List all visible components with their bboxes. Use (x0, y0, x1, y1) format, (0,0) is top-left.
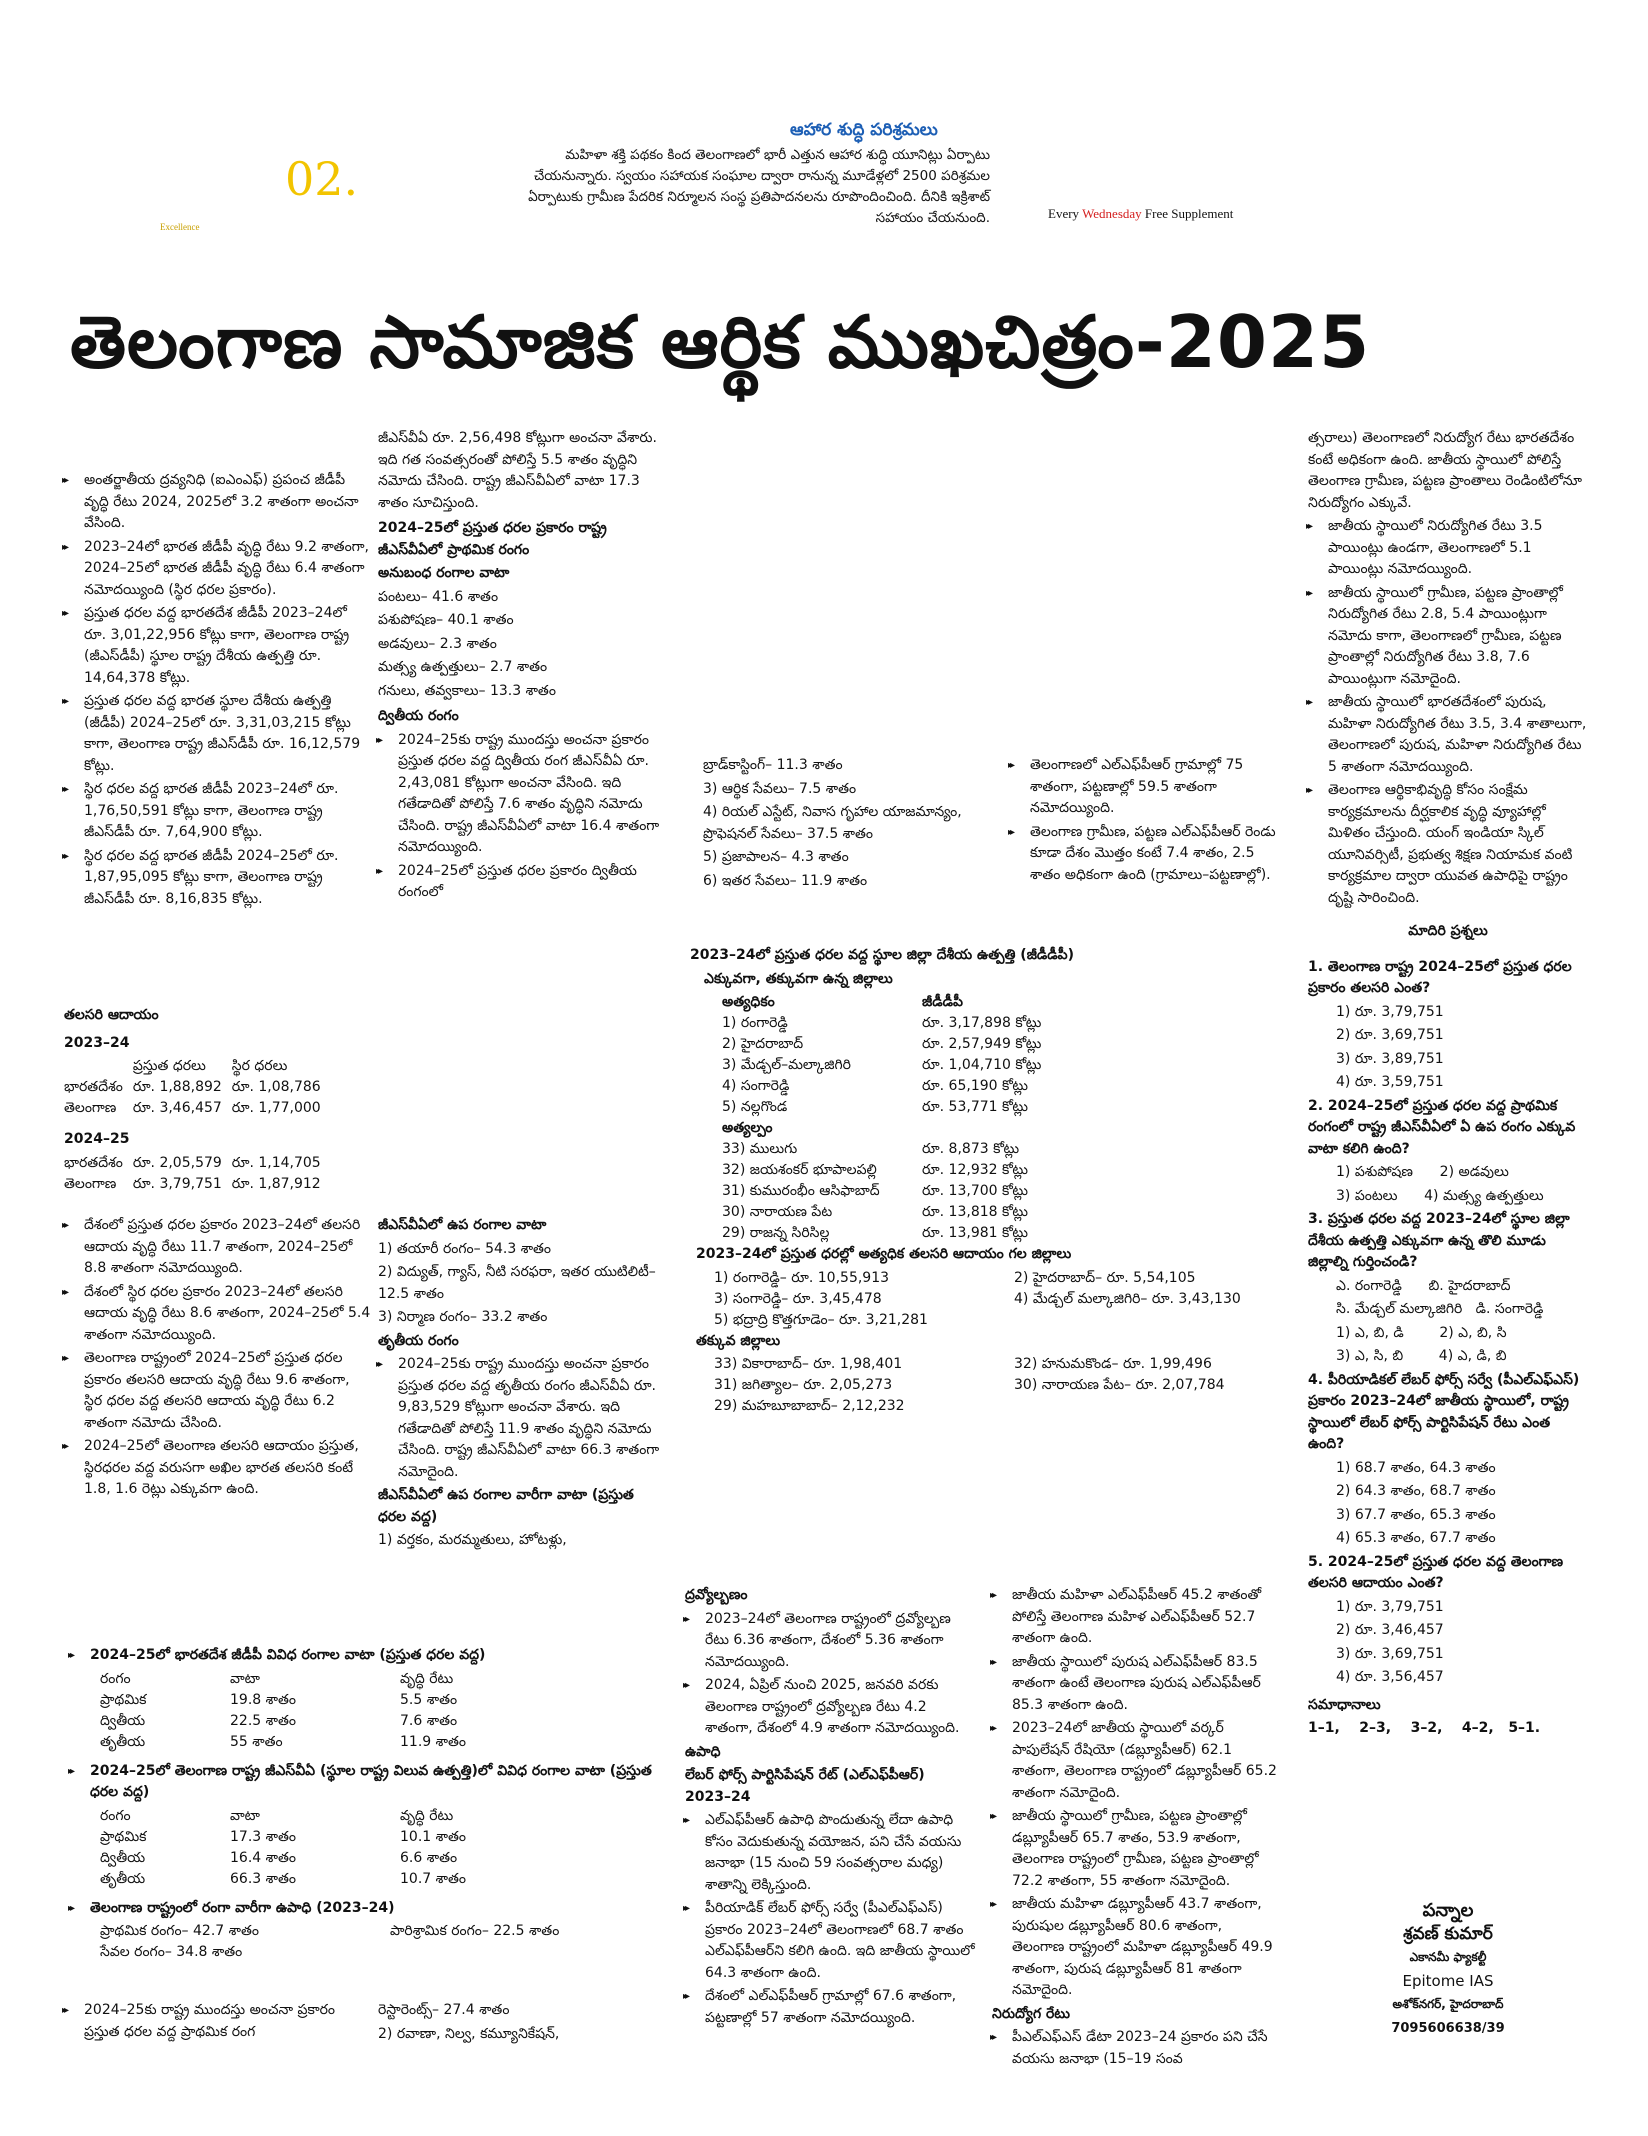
list-item: ▸▸ అంతర్జాతీయ ద్రవ్యనిధి (ఐఎంఎఫ్) ప్రపంచ జీడీపీ వృద్ధి రేటు 2024, 2025లో 3.2 శాతంగా అంచనా వేసింది. (64, 470, 372, 535)
page-number: 02. (285, 152, 359, 206)
district-gddp-table: అత్యధికం జీడీడీపీ 1) రంగారెడ్డి రూ. 3,17,898 కోట్లు 2) హైదరాబాద్ రూ. 2,57,949 కోట్లు 3) మేడ్చల్–మల్కాజిగిరి రూ. 1,04,710 కోట్లు 4) సంగారెడ్డి రూ. 65,190 కోట్లు 5) నల్లగొండ రూ. 53,771 కోట్లు అత్యల్పం 33) ములుగు రూ. 8,873 కోట్లు 32) జయశంకర్ భూపాలపల్లి రూ. 12,932 కోట్లు 31) కుమురంభీం ఆసిఫాబాద్ రూ. 13,700 కోట్లు 30) నారాయణ పేట రూ. 13,818 కోట్లు 29) రాజన్న సిరిసిల్ల రూ. 13,981 కోట్లు (722, 992, 1051, 1244)
headline: తెలంగాణ సామాజిక ఆర్థిక ముఖచిత్రం-2025 (70, 300, 1371, 384)
district-pc-low-title: తక్కువ జిల్లాలు (696, 1332, 781, 1349)
column-4 (1010, 755, 1280, 888)
list-item: ▸▸ పీఎల్‌ఎఫ్‌ఎస్ డేటా 2023–24 ప్రకారం పని చేసే వయసు జనాభా (15–19 సంవ (992, 2027, 1277, 2070)
author-place: అశోక్‌నగర్, హైదరాబాద్ (1392, 1997, 1504, 2011)
ts-share-title: ▸▸ 2024–25లో తెలంగాణ రాష్ట్ర జీఎస్‌వీఏ (స్థూల రాష్ట్ర విలువ ఉత్పత్తి)లో వివిధ రంగాల వాటా (ప్రస్తుత ధరల వద్ద) (70, 1761, 670, 1804)
district-block (690, 945, 1290, 1417)
bottom-left (64, 2000, 364, 2045)
table-row: 1) రంగారెడ్డి రూ. 3,17,898 కోట్లు (722, 1015, 1042, 1031)
list-item: ▸▸ జాతీయ స్థాయిలో గ్రామీణ, పట్టణ ప్రాంతాల్లో నిరుద్యోగిత రేటు 2.8, 5.4 పాయింట్లుగా నమోదు కాగా, తెలంగాణలో గ్రామీణ, పట్టణ ప్రాంతాల్లో నిరుద్యోగిత రేటు 3.8, 7.6 పాయింట్లుగా నమోదైంది. (1308, 583, 1588, 691)
table-row: 4) సంగారెడ్డి రూ. 65,190 కోట్లు (722, 1078, 1029, 1094)
list-item: ▸▸ ఎల్‌ఎఫ్‌పీఆర్ ఉపాధి పొందుతున్న లేదా ఉపాధి కోసం వెదుకుతున్న వయోజన, పని చేసే వయసు జనాభా (15 నుంచి 59 సంవత్సరాల మధ్య) శాతాన్ని లెక్కిస్తుంది. (685, 1810, 975, 1896)
answers-title: సమాధానాలు (1308, 1696, 1381, 1713)
author-phone: 7095606638/39 (1391, 2020, 1505, 2036)
table-row: ప్రాథమిక రంగం– 42.7 శాతం పారిశ్రామిక రంగం– 22.5 శాతం (100, 1923, 560, 1939)
question-4: 4. పీరియాడికల్ లేబర్ ఫోర్స్ సర్వే (పీఎల్‌ఎఫ్‌ఎస్) ప్రకారం 2023–24లో జాతీయ స్థాయిలో, రాష్ట్ర స్థాయిలో లేబర్ ఫోర్స్ పార్టిసిపేషన్ రేటు ఎంత ఉంది? 1) 68.7 శాతం, 64.3 శాతం 2) 64.3 శాతం, 68.7 శాతం 3) 67.7 శాతం, 65.3 శాతం 4) 65.3 శాతం, 67.7 శాతం (1308, 1371, 1580, 1546)
ts-share-table: రంగం వాటా వృద్ధి రేటు ప్రాథమిక 17.3 శాతం 10.1 శాతం ద్వితీయ 16.4 శాతం 6.6 శాతం తృతీయ 66.3 శాతం 10.7 శాతం (100, 1806, 476, 1890)
table-row: ద్వితీయ 22.5 శాతం 7.6 శాతం (100, 1712, 458, 1729)
author-org: Epitome IAS (1402, 1971, 1494, 1990)
list-item: ▸▸ తెలంగాణలో ఎల్‌ఎఫ్‌పీఆర్ గ్రామాల్లో 75 శాతంగా, పట్టణాల్లో 59.5 శాతంగా నమోదయ్యింది. (1010, 755, 1280, 820)
list-item: 1) తయారీ రంగం– 54.3 శాతం (378, 1240, 552, 1257)
table-row: 2) హైదరాబాద్ రూ. 2,57,949 కోట్లు (722, 1036, 1042, 1052)
table-row: 31) కుమురంభీం ఆసిఫాబాద్ రూ. 13,700 కోట్లు (722, 1183, 1029, 1199)
list-item: పశుపోషణ– 40.1 శాతం (378, 612, 514, 628)
author-first-name: పన్నాల (1422, 1900, 1474, 1921)
table-row: 33) ములుగు రూ. 8,873 కోట్లు (722, 1141, 1020, 1157)
district-pc-low-table (714, 1354, 1235, 1417)
column-1 (64, 470, 372, 912)
table-row: 32) జయశంకర్ భూపాలపల్లి రూ. 12,932 కోట్లు (722, 1162, 1029, 1178)
teaser-text: మహిళా శక్తి పథకం కింద తెలంగాణలో భారీ ఎత్తున ఆహార శుద్ధి యూనిట్లు ఏర్పాటు చేయనున్నారు. స్వయం సహాయక సంఘాల ద్వారా రానున్న మూడేళ్లలో 2500 పరిశ్రమల ఏర్పాటుకు గ్రామీణ పేదరిక నిర్మూలన సంస్థ ప్రతిపాదనలను రూపొందించింది. దీనికి ఇక్రిశాట్ సహాయం చేయనుంది. (528, 147, 990, 226)
sector-share-table: రంగం వాటా వృద్ధి రేటు ప్రాథమిక 19.8 శాతం 5.5 శాతం ద్వితీయ 22.5 శాతం 7.6 శాతం తృతీయ 55 శాతం 11.9 శాతం (100, 1669, 476, 1753)
question-1: 1. తెలంగాణ రాష్ట్ర 2024–25లో ప్రస్తుత ధరల ప్రకారం తలసరి ఎంత? 1) రూ. 3,79,751 2) రూ. 3,69,751 3) రూ. 3,89,751 4) రూ. 3,59,751 (1308, 958, 1572, 1090)
table-row: 29) మహబూబాబాద్– 2,12,232 (714, 1398, 905, 1414)
column-3 (703, 755, 993, 894)
list-item: మత్స్య ఉత్పత్తులు– 2.7 శాతం (378, 659, 548, 675)
list-item: 4) రియల్ ఎస్టేట్, నివాస గృహాల యాజమాన్యం, ప్రొఫెషనల్ సేవలు– 37.5 శాతం (703, 804, 962, 842)
list-item: ▸▸ దేశంలో ప్రస్తుత ధరల ప్రకారం 2023–24లో తలసరి ఆదాయ వృద్ధి రేటు 11.7 శాతంగా, 2024–25లో 8.8 శాతంగా నమోదయ్యింది. (64, 1215, 372, 1280)
list-item: 3) నిర్మాణ రంగం– 33.2 శాతం (378, 1309, 548, 1325)
table-row: తృతీయ 55 శాతం 11.9 శాతం (100, 1733, 466, 1750)
table-row: ప్రాథమిక 17.3 శాతం 10.1 శాతం (100, 1828, 466, 1845)
per-capita-title: తలసరి ఆదాయం (64, 1007, 159, 1023)
list-item: ▸▸ 2024–25కు రాష్ట్ర ముందస్తు అంచనా ప్రకారం ప్రస్తుత ధరల వద్ద ద్వితీయ రంగ జీఎస్‌వీఏ రూ. 2,43,081 కోట్లుగా అంచనా వేసింది. ఇది గతేడాదితో పోలిస్తే 7.6 శాతం వృద్ధిని నమోదు చేసింది. రాష్ట్ర జీఎస్‌వీఏలో వాటా 16.4 శాతంగా నమోదయ్యింది. (378, 730, 660, 859)
list-item: 1) వర్తకం, మరమ్మతులు, హోటళ్లు, (378, 1532, 567, 1548)
district-pc-high-table (714, 1268, 1251, 1331)
list-item: ▸▸ దేశంలో ఎల్‌ఎఫ్‌పీఆర్ గ్రామాల్లో 67.6 శాతంగా, పట్టణాల్లో 57 శాతంగా నమోదయ్యింది. (685, 1986, 975, 2029)
column-2 (378, 428, 660, 906)
list-item: రెస్టారెంట్స్– 27.4 శాతం (378, 2002, 510, 2018)
list-item: ▸▸ జాతీయ మహిళా ఎల్‌ఎఫ్‌పీఆర్ 45.2 శాతంతో పోలిస్తే తెలంగాణ మహిళ ఎల్‌ఎఫ్‌పీఆర్ 52.7 శాతంగా ఉంది. (992, 1585, 1277, 1650)
section-heading: తృతీయ రంగం (378, 1332, 459, 1349)
answers: 1–1, 2–3, 3–2, 4–2, 5–1. (1308, 1720, 1541, 1736)
table-row: 29) రాజన్న సిరిసిల్ల రూ. 13,981 కోట్లు (722, 1225, 1029, 1241)
list-item: ▸▸ 2024–25కు రాష్ట్ర ముందస్తు అంచనా ప్రకారం ప్రస్తుత ధరల వద్ద తృతీయ రంగం జీఎస్‌వీఏ రూ. 9,83,529 కోట్లుగా అంచనా వేశారు. ఇది గతేడాదితో పోలిస్తే 11.9 శాతం వృద్ధిని నమోదు చేసింది. రాష్ట్ర జీఎస్‌వీఏలో వాటా 66.3 శాతంగా నమోదైంది. (378, 1354, 660, 1483)
section-heading: అనుబంధ రంగాల వాటా (378, 565, 510, 581)
year-label: 2023–24 (64, 1034, 130, 1051)
table-row: 31) జగిత్యాల– రూ. 2,05,273 30) నారాయణ పేట– రూ. 2,07,784 (714, 1377, 1225, 1393)
table-row: 30) నారాయణ పేట రూ. 13,818 కోట్లు (722, 1204, 1029, 1220)
list-item: ▸▸ 2023–24లో భారత జీడీపీ వృద్ధి రేటు 9.2 శాతంగా, 2024–25లో భారత జీడీపీ వృద్ధి రేటు 6.4 శాతంగా నమోదయ్యింది (స్థిర ధరల ప్రకారం). (64, 537, 372, 602)
list-item: ▸▸ జాతీయ స్థాయిలో భారతదేశంలో పురుష, మహిళా నిరుద్యోగిత రేటు 3.5, 3.4 శాతాలుగా, తెలంగాణలో పురుష, మహిళా నిరుద్యోగిత రేటు 5 శాతంగా నమోదయ్యింది. (1308, 692, 1588, 778)
sector-share-block (70, 1645, 670, 1963)
list-item: ▸▸ 2023–24లో జాతీయ స్థాయిలో వర్కర్ పాపులేషన్ రేషియో (డబ్ల్యూపీఆర్) 62.1 శాతంగా, తెలంగాణ రాష్ట్రంలో డబ్ల్యూపీఆర్ 65.2 శాతంగా నమోదైంది. (992, 1718, 1277, 1804)
table-row: ప్రాథమిక 19.8 శాతం 5.5 శాతం (100, 1691, 458, 1708)
column-4-bottom (992, 1585, 1277, 2072)
tagline: Excellence (160, 222, 200, 232)
list-item: 2) రవాణా, నిల్వ, కమ్యూనికేషన్, (378, 2025, 560, 2042)
district-title: 2023–24లో ప్రస్తుత ధరల వద్ద స్థూల జిల్లా దేశీయ ఉత్పత్తి (జీడీడీపీ) (690, 947, 1075, 963)
paragraph: జీఎస్‌వీఏ రూ. 2,56,498 కోట్లుగా అంచనా వేశారు. ఇది గత సంవత్సరంతో పోలిస్తే 5.5 శాతం వృద్ధిని నమోదు చేసింది. రాష్ట్ర జీఎస్‌వీఏలో వాటా 17.3 శాతం సూచిస్తుంది. (378, 430, 657, 511)
section-heading: జీఎస్‌వీఏలో ఉప రంగాల వారీగా వాటా (ప్రస్తుత ధరల వద్ద) (378, 1487, 634, 1525)
question-2: 2. 2024–25లో ప్రస్తుత ధరల వద్ద ప్రాథమిక రంగంలో రాష్ట్ర జీఎస్‌వీఏలో ఏ ఉప రంగం ఎక్కువ వాటా కలిగి ఉంది? 1) పశుపోషణ 2) అడవులు 3) పంటలు 4) మత్స్య ఉత్పత్తులు (1308, 1097, 1576, 1204)
per-capita-block (64, 1005, 394, 1195)
section-heading: ద్రవ్యోల్బణం (685, 1587, 748, 1603)
employment-title: ▸▸ తెలంగాణ రాష్ట్రంలో రంగా వారీగా ఉపాధి (2023–24) (70, 1898, 670, 1920)
teaser-title: ఆహార శుద్ధి పరిశ్రమలు (790, 120, 938, 140)
per-capita-table-2425: భారతదేశం రూ. 2,05,579 రూ. 1,14,705 తెలంగాణ రూ. 3,79,751 రూ. 1,87,912 (64, 1154, 321, 1192)
table-row: సేవల రంగం– 34.8 శాతం (100, 1944, 243, 1960)
section-heading: నిరుద్యోగ రేటు (992, 2005, 1070, 2022)
list-item: ▸▸ ప్రస్తుత ధరల వద్ద భారత స్థూల దేశీయ ఉత్పత్తి (జీడీపీ) 2024–25లో రూ. 3,31,03,215 కోట్లు కాగా, తెలంగాణ రాష్ట్ర జీఎస్‌డీపీ రూ. 16,12,579 కోట్లు. (64, 691, 372, 777)
author-block (1318, 1900, 1578, 2041)
list-item: ▸▸ 2024–25కు రాష్ట్ర ముందస్తు అంచనా ప్రకారం ప్రస్తుత ధరల వద్ద ప్రాథమిక రంగ (64, 2000, 364, 2043)
list-item: గనులు, తవ్వకాలు– 13.3 శాతం (378, 682, 556, 699)
list-item: ▸▸ జాతీయ స్థాయిలో నిరుద్యోగిత రేటు 3.5 పాయింట్లు ఉండగా, తెలంగాణలో 5.1 పాయింట్లు నమోదయ్యింది. (1308, 516, 1588, 581)
district-pc-title: 2023–24లో ప్రస్తుత ధరల్లో అత్యధిక తలసరి ఆదాయం గల జిల్లాలు (696, 1246, 1072, 1262)
list-item: ▸▸ తెలంగాణ రాష్ట్రంలో 2024–25లో ప్రస్తుత ధరల ప్రకారం తలసరి ఆదాయ వృద్ధి రేటు 9.6 శాతంగా, స్థిర ధరల వద్ద తలసరి ఆదాయ వృద్ధి రేటు 6.2 శాతంగా నమోదు చేసింది. (64, 1348, 372, 1434)
question-5: 5. 2024–25లో ప్రస్తుత ధరల వద్ద తెలంగాణ తలసరి ఆదాయం ఎంత? 1) రూ. 3,79,751 2) రూ. 3,46,457 3) రూ. 3,69,751 4) రూ. 3,56,457 (1308, 1553, 1564, 1685)
list-item: ▸▸ జాతీయ స్థాయిలో గ్రామీణ, పట్టణ ప్రాంతాల్లో డబ్ల్యూపీఆర్ 65.7 శాతం, 53.9 శాతంగా, తెలంగాణ రాష్ట్రంలో గ్రామీణ, పట్టణ ప్రాంతాల్లో 72.2 శాతంగా, 55 శాతంగా నమోదైంది. (992, 1806, 1277, 1892)
inflation-block (685, 1585, 975, 2031)
list-item: ▸▸ 2023–24లో తెలంగాణ రాష్ట్రంలో ద్రవ్యోల్బణ రేటు 6.36 శాతంగా, దేశంలో 5.36 శాతంగా నమోదయ్యింది. (685, 1609, 975, 1674)
list-item: ▸▸ 2024–25లో తెలంగాణ తలసరి ఆదాయం ప్రస్తుత, స్థిరధరల వద్ద వరుసగా అఖిల భారత తలసరి కంటే 1.8, 1.6 రెట్లు ఎక్కువగా ఉంది. (64, 1436, 372, 1501)
list-item: ▸▸ జాతీయ స్థాయిలో పురుష ఎల్‌ఎఫ్‌పీఆర్ 83.5 శాతంగా ఉంటే తెలంగాణ పురుష ఎల్‌ఎఫ్‌పీఆర్ 85.3 శాతంగా ఉంది. (992, 1652, 1277, 1717)
author-role: ఎకానమీ ఫ్యాకల్టీ (1409, 1950, 1487, 1964)
list-item: అడవులు– 2.3 శాతం (378, 635, 497, 652)
list-item: ▸▸ తెలంగాణ ఆర్థికాభివృద్ధి కోసం సంక్షేమ కార్యక్రమాలను దీర్ఘకాలిక వృద్ధి వ్యూహాల్లో మిళితం చేస్తుంది. యంగ్ ఇండియా స్కిల్ యూనివర్సిటీ, ప్రభుత్వ శిక్షణ నియామక వంటి కార్యక్రమాల ద్వారా యువత ఉపాధిపై రాష్ట్రం దృష్టి సారించింది. (1308, 780, 1588, 909)
table-row: 3) సంగారెడ్డి– రూ. 3,45,478 4) మేడ్చల్ మల్కాజిగిరి– రూ. 3,43,130 (714, 1290, 1241, 1307)
column-2-bottom (378, 1215, 660, 1554)
list-item: ▸▸ పీరియాడిక్ లేబర్ ఫోర్స్ సర్వే (పీఎల్‌ఎఫ్‌ఎస్) ప్రకారం 2023–24లో తెలంగాణలో 68.7 శాతం ఎల్‌ఎఫ్‌పీఆర్‌ని కలిగి ఉంది. ఇది జాతీయ స్థాయిలో 64.3 శాతంగా ఉంది. (685, 1898, 975, 1984)
per-capita-table-2324: ప్రస్తుత ధరలు స్థిర ధరలు భారతదేశం రూ. 1,88,892 రూ. 1,08,786 తెలంగాణ రూ. 3,46,457 రూ. 1,77,000 (64, 1058, 321, 1116)
list-item: ▸▸ తెలంగాణ గ్రామీణ, పట్టణ ఎల్‌ఎఫ్‌పీఆర్ రెండు కూడా దేశం మొత్తం కంటే 7.4 శాతం, 2.5 శాతం అధికంగా ఉంది (గ్రామాలు–పట్టణాల్లో). (1010, 822, 1280, 887)
section-heading: ఉపాధి (685, 1743, 721, 1760)
list-item: పంటలు– 41.6 శాతం (378, 588, 499, 605)
list-item: 5) ప్రజాపాలన– 4.3 శాతం (703, 849, 849, 865)
employment-table (100, 1921, 569, 1963)
district-subtitle: ఎక్కువగా, తక్కువగా ఉన్న జిల్లాలు (704, 970, 893, 987)
supplement-line: Every Wednesday Free Supplement (1048, 206, 1234, 221)
table-row: 3) మేడ్చల్–మల్కాజిగిరి రూ. 1,04,710 కోట్లు (722, 1057, 1042, 1073)
questions-title: మాదిరి ప్రశ్నలు (1408, 923, 1488, 939)
table-row: తృతీయ 66.3 శాతం 10.7 శాతం (100, 1870, 466, 1887)
list-item: ▸▸ 2024–25లో ప్రస్తుత ధరల ప్రకారం ద్వితీయ రంగంలో (378, 861, 660, 904)
section-heading: జీఎస్‌వీఏలో ఉప రంగాల వాటా (378, 1217, 547, 1233)
table-row: 1) రంగారెడ్డి– రూ. 10,55,913 2) హైదరాబాద్– రూ. 5,54,105 (714, 1269, 1196, 1286)
table-row: 33) వికారాబాద్– రూ. 1,98,401 32) హనుమకొండ– రూ. 1,99,496 (714, 1356, 1212, 1372)
list-item: ▸▸ స్థిర ధరల వద్ద భారత జీడీపీ 2024–25లో రూ. 1,87,95,095 కోట్లు కాగా, తెలంగాణ రాష్ట్ర జీఎస్‌డీపీ రూ. 8,16,835 కోట్లు. (64, 846, 372, 911)
sector-share-title: ▸▸ 2024–25లో భారతదేశ జీడీపీ వివిధ రంగాల వాటా (ప్రస్తుత ధరల వద్ద) (70, 1645, 670, 1667)
bottom-left-col2 (378, 2000, 660, 2047)
section-heading: ద్వితీయ రంగం (378, 708, 459, 724)
list-item: బ్రాడ్‌కాస్టింగ్– 11.3 శాతం (703, 757, 843, 773)
column-1-bottom (64, 1215, 372, 1503)
question-3: 3. ప్రస్తుత ధరల వద్ద 2023–24లో స్థూల జిల్లా దేశీయ ఉత్పత్తి ఎక్కువగా ఉన్న తొలి మూడు జిల్లాల్ని గుర్తించండి? ఎ. రంగారెడ్డి బి. హైదరాబాద్ సి. మేడ్చల్ మల్కాజిగిరి డి. సంగారెడ్డి 1) ఎ, బి, డి 2) ఎ, బి, సి 3) ఎ, సి, బి 4) ఎ, డి, బి (1308, 1211, 1570, 1364)
list-item: ▸▸ 2024, ఏప్రిల్ నుంచి 2025, జనవరి వరకు తెలంగాణ రాష్ట్రంలో ద్రవ్యోల్బణ రేటు 4.2 శాతంగా, దేశంలో 4.9 శాతంగా నమోదయ్యింది. (685, 1675, 975, 1740)
list-item: ▸▸ దేశంలో స్థిర ధరల ప్రకారం 2023–24లో తలసరి ఆదాయ వృద్ధి రేటు 8.6 శాతంగా, 2024–25లో 5.4 శాతంగా నమోదయ్యింది. (64, 1282, 372, 1347)
table-row: 5) భద్రాద్రి కొత్తగూడెం– రూ. 3,21,281 (714, 1311, 928, 1328)
list-item: ▸▸ స్థిర ధరల వద్ద భారత జీడీపీ 2023–24లో రూ. 1,76,50,591 కోట్లు కాగా, తెలంగాణ రాష్ట్ర జీఎస్‌డీపీ రూ. 7,64,900 కోట్లు. (64, 779, 372, 844)
list-item: 3) ఆర్థిక సేవలు– 7.5 శాతం (703, 780, 857, 797)
list-item: ▸▸ జాతీయ మహిళా డబ్ల్యూపీఆర్ 43.7 శాతంగా, పురుషుల డబ్ల్యూపీఆర్ 80.6 శాతంగా, తెలంగాణ రాష్ట్రంలో మహిళా డబ్ల్యూపీఆర్ 49.9 శాతంగా, పురుష డబ్ల్యూపీఆర్ 81 శాతంగా నమోదైంది. (992, 1894, 1277, 2002)
list-item: 6) ఇతర సేవలు– 11.9 శాతం (703, 872, 868, 889)
section-heading: లేబర్ ఫోర్స్ పార్టిసిపేషన్ రేట్ (ఎల్‌ఎఫ్‌పీఆర్) 2023–24 (685, 1767, 925, 1805)
list-item: ▸▸ ప్రస్తుత ధరల వద్ద భారతదేశ జీడీపీ 2023–24లో రూ. 3,01,22,956 కోట్లు కాగా, తెలంగాణ రాష్ట్ర (జీఎస్‌డీపీ) స్థూల రాష్ట్ర దేశీయ ఉత్పత్తి రూ. 14,64,378 కోట్లు. (64, 603, 372, 689)
table-row: ద్వితీయ 16.4 శాతం 6.6 శాతం (100, 1849, 458, 1866)
year-label: 2024–25 (64, 1131, 130, 1147)
table-row: 5) నల్లగొండ రూ. 53,771 కోట్లు (722, 1099, 1029, 1115)
paragraph: త్సరాలు) తెలంగాణలో నిరుద్యోగ రేటు భారతదేశం కంటే అధికంగా ఉంది. జాతీయ స్థాయిలో పోలిస్తే తెలంగాణ గ్రామీణ, పట్టణ ప్రాంతాలు రెండింటిలోనూ నిరుద్యోగం ఎక్కువే. (1308, 430, 1582, 511)
list-item: 2) విద్యుత్, గ్యాస్, నీటి సరఫరా, ఇతర యుటిలిటీ– 12.5 శాతం (378, 1264, 656, 1302)
column-5 (1308, 428, 1588, 1742)
section-heading: 2024–25లో ప్రస్తుత ధరల ప్రకారం రాష్ట్ర జీఎస్‌వీఏలో ప్రాథమిక రంగం (378, 520, 607, 558)
author-last-name: శ్రవణ్ కుమార్ (1403, 1923, 1493, 1944)
